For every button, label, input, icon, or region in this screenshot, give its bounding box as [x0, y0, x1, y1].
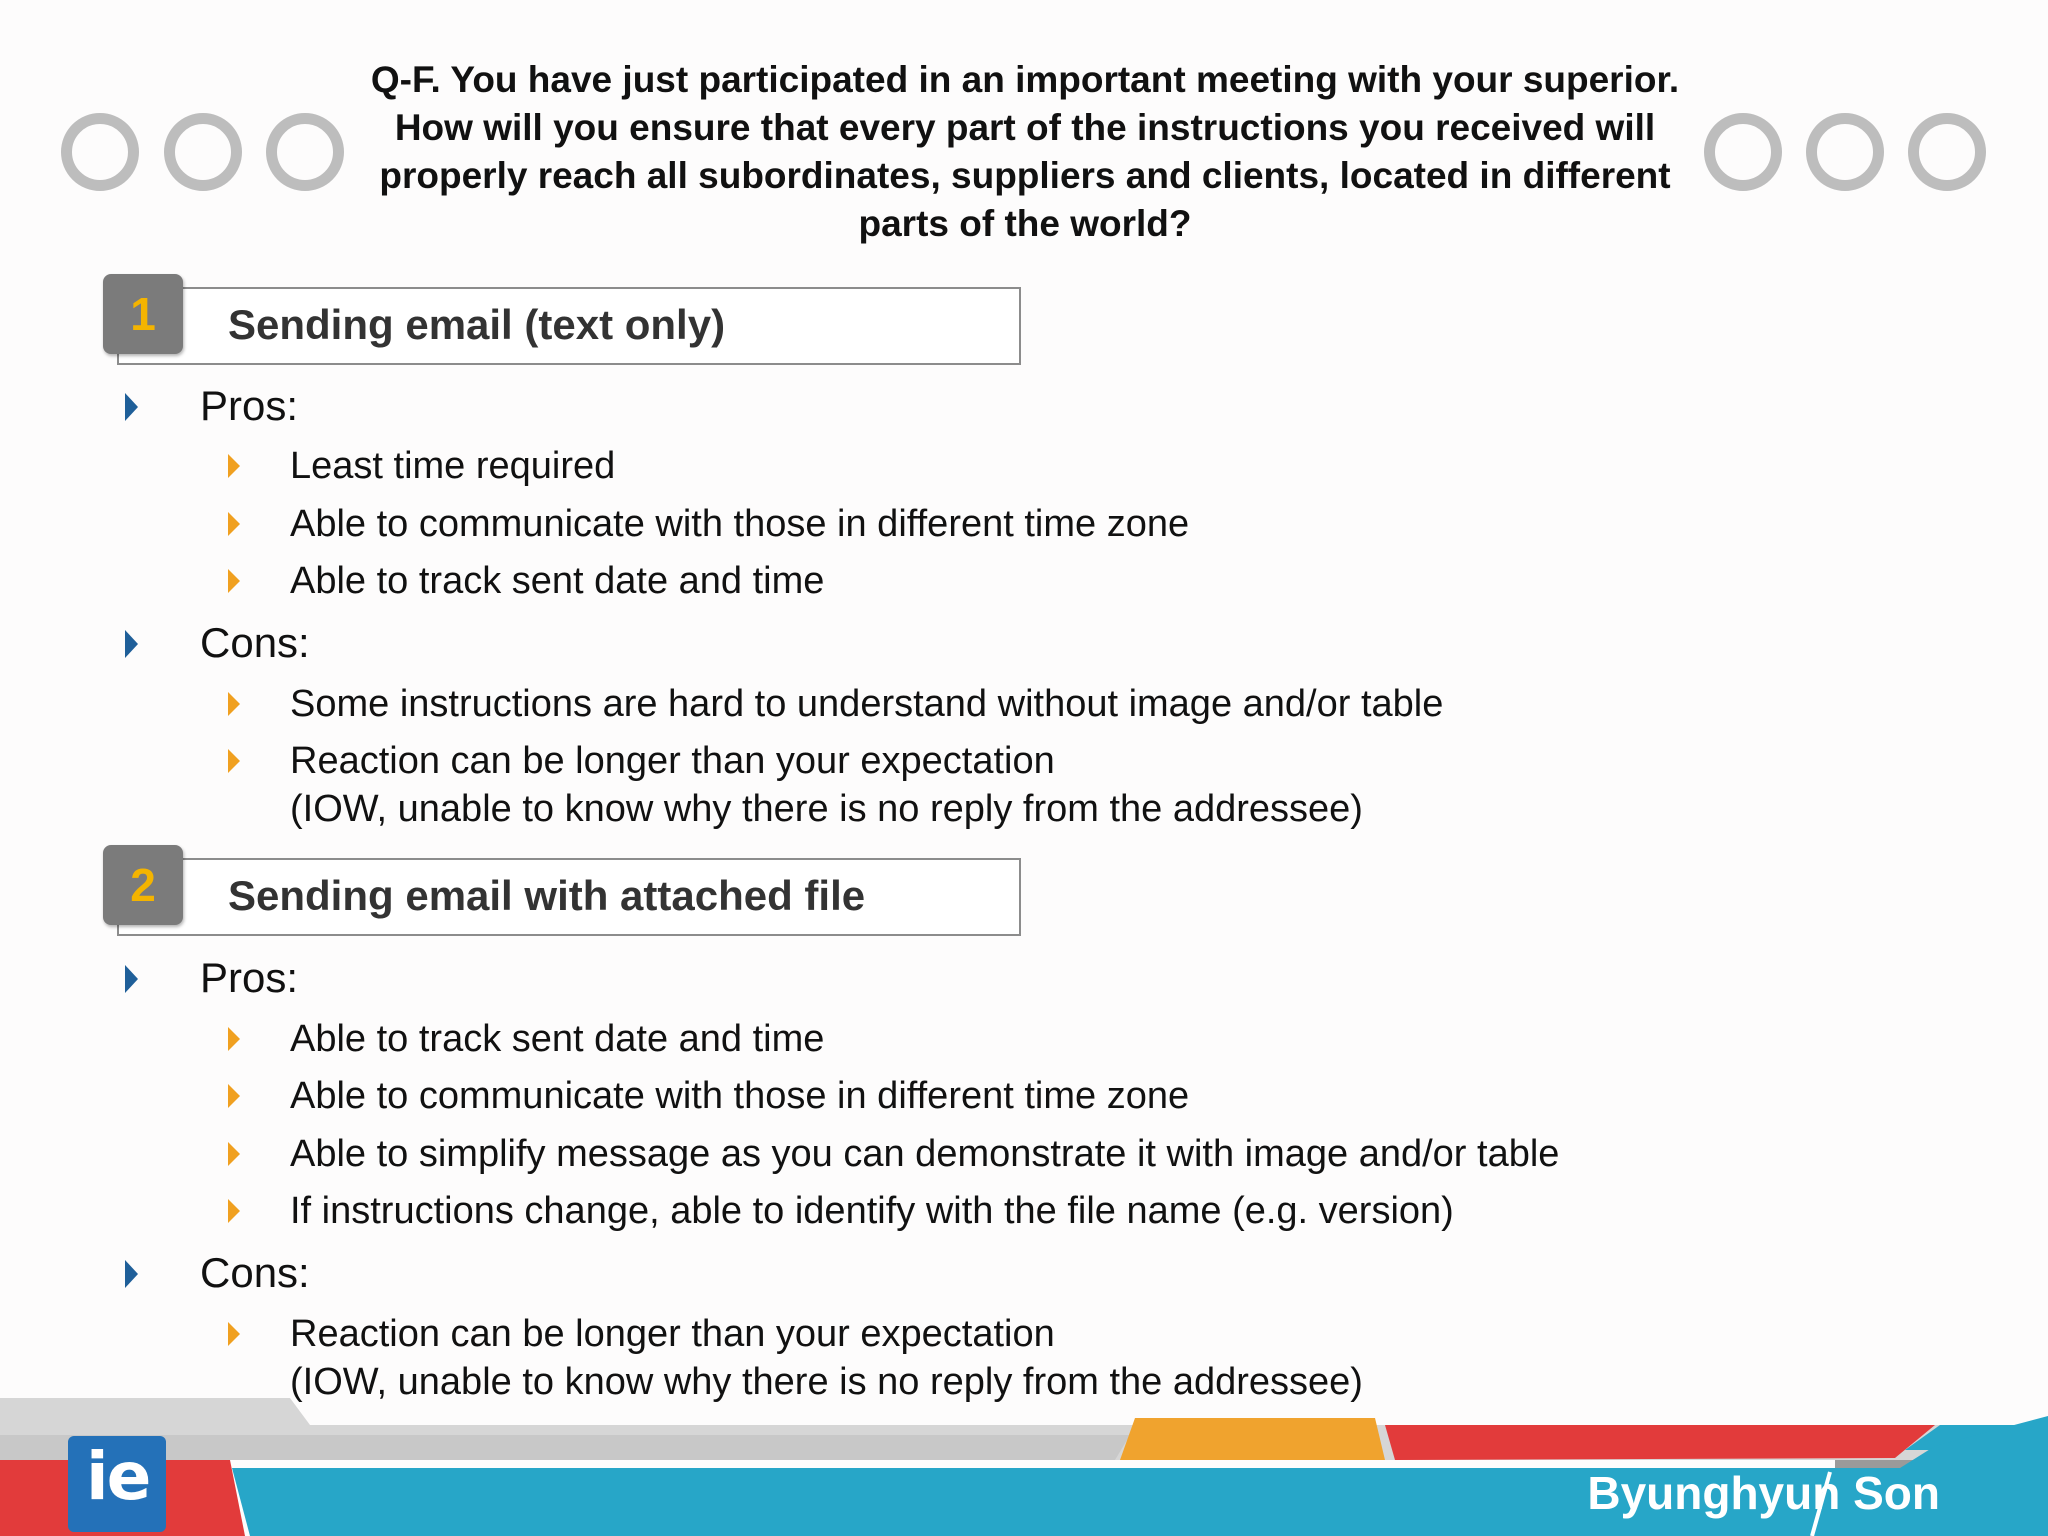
arrow-bullet-icon: [228, 692, 240, 716]
section-1-title: Sending email (text only): [228, 301, 726, 348]
ie-logo: ie: [86, 1438, 150, 1515]
question-heading: Q-F. You have just participated in an important meeting with your superior. How will you ensure that every part of the instructions you received will properly reach all subordinates, suppliers and clients, located in different parts of the world?: [370, 59, 1680, 244]
footer-red-stripe: [1385, 1425, 1935, 1460]
arrow-bullet-icon: [228, 1084, 240, 1108]
arrow-bullet-icon: [125, 630, 138, 658]
section-1-con-item-continuation: (IOW, unable to know why there is no reply from the addressee): [290, 788, 1363, 830]
footer-light-band: [0, 1435, 1130, 1460]
arrow-bullet-icon: [228, 1322, 240, 1346]
section-2-title: Sending email with attached file: [228, 872, 866, 919]
section-1-con-item: Some instructions are hard to understand without image and/or table: [290, 683, 1444, 725]
arrow-bullet-icon: [228, 512, 240, 536]
section-2-number-badge: 2: [103, 845, 183, 925]
section-2-cons-label: Cons:: [200, 1249, 310, 1296]
arrow-bullet-icon: [125, 965, 138, 993]
author-name: Byunghyun Son: [1587, 1467, 1940, 1519]
section-2-pro-item: Able to track sent date and time: [290, 1018, 825, 1060]
section-1-pro-item: Able to communicate with those in different time zone: [290, 503, 1190, 545]
footer-orange-stripe: [1120, 1418, 1385, 1460]
section-2-pros-label: Pros:: [200, 954, 299, 1001]
arrow-bullet-icon: [228, 569, 240, 593]
ring-decoration-left-3: [266, 113, 344, 191]
section-1-number-badge: 1: [103, 274, 183, 354]
section-1-pros-label: Pros:: [200, 382, 299, 429]
section-1-pro-item: Least time required: [290, 445, 616, 487]
arrow-bullet-icon: [228, 454, 240, 478]
arrow-bullet-icon: [125, 1260, 138, 1288]
section-2-con-item: Reaction can be longer than your expectation: [290, 1313, 1055, 1355]
ring-decoration-right-2: [1806, 113, 1884, 191]
section-2-con-item-continuation: (IOW, unable to know why there is no reply from the addressee): [290, 1361, 1363, 1403]
section-1-con-item: Reaction can be longer than your expectation: [290, 740, 1055, 782]
arrow-bullet-icon: [228, 749, 240, 773]
section-1-cons-label: Cons:: [200, 619, 310, 666]
ring-decoration-left-1: [61, 113, 139, 191]
arrow-bullet-icon: [125, 393, 138, 421]
section-2-pro-item: Able to communicate with those in different time zone: [290, 1075, 1190, 1117]
arrow-bullet-icon: [228, 1142, 240, 1166]
ring-decoration-left-2: [164, 113, 242, 191]
arrow-bullet-icon: [228, 1199, 240, 1223]
ring-decoration-right-3: [1908, 113, 1986, 191]
section-2-pro-item: Able to simplify message as you can demonstrate it with image and/or table: [290, 1133, 1560, 1175]
ring-decoration-right-1: [1704, 113, 1782, 191]
section-1-pro-item: Able to track sent date and time: [290, 560, 825, 602]
arrow-bullet-icon: [228, 1027, 240, 1051]
section-2-pro-item: If instructions change, able to identify with the file name (e.g. version): [290, 1190, 1454, 1232]
